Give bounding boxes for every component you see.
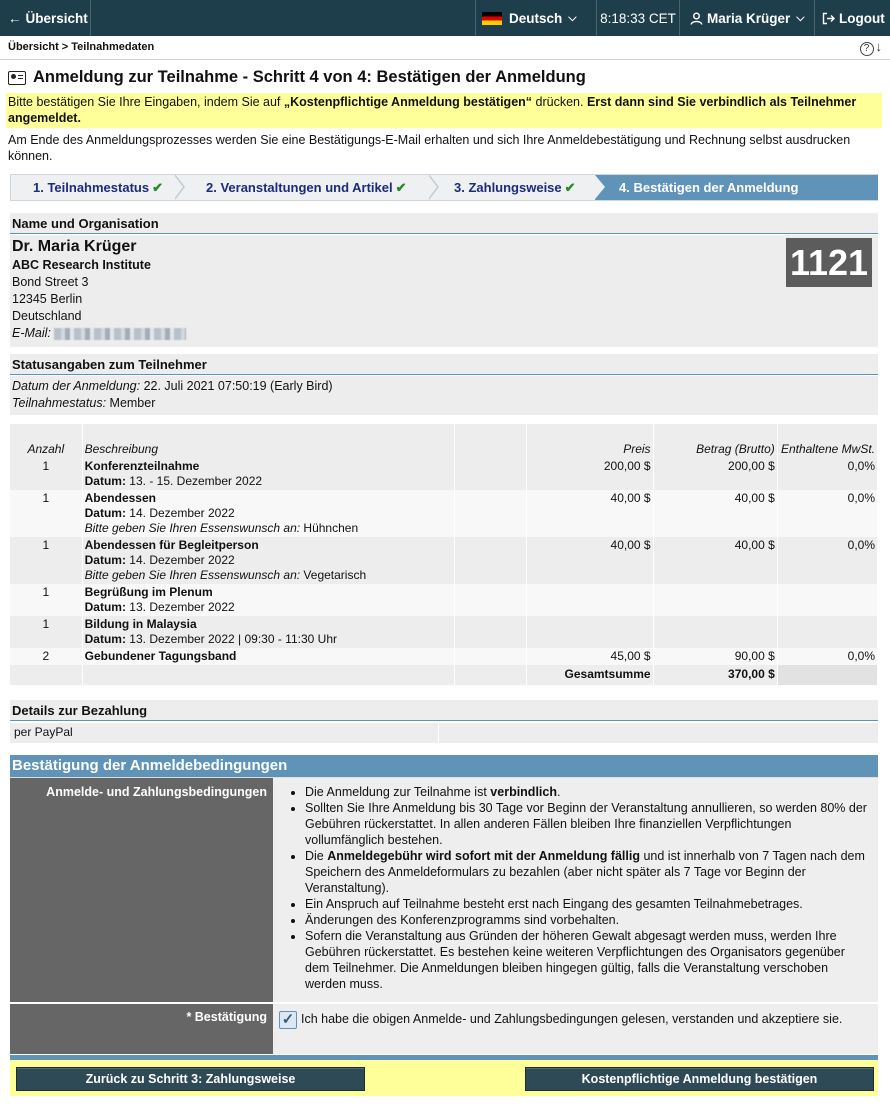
terms-row: [10, 777, 878, 1002]
row-price: [527, 584, 653, 616]
row-vat: 0,0%: [777, 490, 877, 537]
item-name: Gebundener Tagungsband: [84, 649, 237, 663]
help-icon[interactable]: ?: [860, 42, 874, 56]
terms-item: • Ein Anspruch auf Teilnahme besteht erst nach Eingang des gesamten Teilnahmebetrages.: [305, 896, 872, 912]
item-note-label: Bitte geben Sie Ihren Essenswunsch an:: [84, 521, 301, 535]
language-label: Deutsch: [509, 10, 563, 26]
page-title-text: Anmeldung zur Teilnahme - Schritt 4 von 4: Bestätigen der Anmeldung: [33, 68, 586, 86]
progress-steps: [10, 174, 878, 201]
participant-organization: ABC Research Institute: [12, 258, 151, 272]
terms-list: [290, 784, 872, 992]
row-amount: 40,00 $: [653, 490, 777, 537]
table-row: [10, 458, 878, 490]
step-separator: [429, 175, 445, 200]
user-icon: [690, 12, 703, 25]
accept-terms-checkbox[interactable]: ✓: [279, 1011, 297, 1029]
item-date: 13. Dezember 2022 | 09:30 - 11:30 Uhr: [129, 632, 337, 646]
table-header-row: [10, 424, 878, 458]
item-name: Bildung in Malaysia: [84, 617, 197, 631]
terms-label: Anmelde- und Zahlungsbedingungen: [10, 778, 273, 1002]
row-vat: [777, 584, 877, 616]
table-row: [10, 490, 878, 537]
terms-item: • Änderungen des Konferenzprogramms sind vorbehalten.: [305, 912, 872, 928]
confirm-registration-button[interactable]: Kostenpflichtige Anmeldung bestätigen: [525, 1067, 874, 1091]
item-date-label: Datum:: [84, 474, 126, 488]
terms-item-1-bold: verbindlich: [490, 785, 557, 799]
participation-status-label: Teilnahmestatus:: [12, 396, 107, 410]
back-to-step-3-button[interactable]: Zurück zu Schritt 3: Zahlungsweise: [16, 1067, 365, 1091]
row-price: 40,00 $: [527, 490, 653, 537]
item-date-label: Datum:: [84, 632, 126, 646]
terms-item-3-post: und ist innerhalb von 7 Tagen nach dem Speichern des Anmeldeformulars zu bezahlen (aber nicht später als 7 Tage vor Beginn der Veranstaltung).: [305, 849, 865, 895]
table-row: [10, 537, 878, 584]
row-description: [82, 458, 455, 490]
item-date-label: Datum:: [84, 506, 126, 520]
total-label: Gesamtsumme: [527, 665, 653, 685]
header-qty: Anzahl: [10, 424, 82, 458]
payment-empty: [439, 723, 878, 743]
terms-item: [305, 848, 872, 896]
item-date-label: Datum:: [84, 600, 126, 614]
total-row: [10, 665, 878, 685]
item-date: 14. Dezember 2022: [129, 553, 235, 567]
breadcrumb-bar: [0, 36, 890, 60]
row-description: [82, 490, 455, 537]
row-price: 45,00 $: [527, 648, 653, 665]
row-empty: [455, 616, 527, 648]
logout-icon: [822, 12, 836, 25]
payment-details: [10, 723, 878, 743]
participation-status-value: Member: [109, 396, 156, 410]
breadcrumb-tools: [858, 39, 883, 56]
header-amount: Betrag (Brutto): [653, 424, 777, 458]
row-amount: 90,00 $: [653, 648, 777, 665]
overview-nav-label: Übersicht: [25, 10, 88, 26]
row-qty: 1: [10, 537, 82, 584]
confirmation-notice: [6, 93, 882, 128]
header-vat: Enthaltene MwSt.: [777, 424, 877, 458]
id-card-icon: [8, 71, 26, 85]
checkmark-icon: ✔: [152, 180, 163, 195]
row-vat: 0,0%: [777, 648, 877, 665]
section-terms-heading: Bestätigung der Anmeldebedingungen: [10, 755, 878, 777]
header-description: Beschreibung: [82, 424, 455, 458]
registration-date-label: Datum der Anmeldung:: [12, 379, 141, 393]
step-2[interactable]: [206, 175, 407, 200]
item-date: 13. - 15. Dezember 2022: [129, 474, 263, 488]
arrow-left-icon: ←: [8, 10, 22, 26]
logout-button[interactable]: [815, 0, 890, 36]
checkmark-icon: ✔: [395, 180, 407, 195]
row-price: 40,00 $: [527, 537, 653, 584]
top-navigation-bar: [0, 0, 890, 36]
row-vat: 0,0%: [777, 537, 877, 584]
item-date-label: Datum:: [84, 553, 126, 567]
row-qty: 2: [10, 648, 82, 665]
participant-address: [10, 235, 878, 344]
row-empty: [455, 458, 527, 490]
terms-item-1-pre: Die Anmeldung zur Teilnahme ist: [305, 785, 491, 799]
intro-text: Am Ende des Anmeldungsprozesses werden Sie eine Bestätigungs-E-Mail erhalten und sich Ihre Anmeldebestätigung und Rechnung selbst ausdrucken können.: [8, 133, 851, 163]
row-qty: 1: [10, 490, 82, 537]
step-4-label: 4. Bestätigen der Anmeldung: [619, 180, 799, 195]
notice-emphasis: Erst dann sind Sie verbindlich als Teilnehmer angemeldet.: [8, 95, 857, 125]
clock: [597, 0, 680, 36]
row-amount: 40,00 $: [653, 537, 777, 584]
row-qty: 1: [10, 616, 82, 648]
total-value: 370,00 $: [653, 665, 777, 685]
confirmation-label: * Bestätigung: [10, 1004, 273, 1054]
notice-button-ref: „Kostenpflichtige Anmeldung bestätigen“: [283, 95, 533, 109]
row-description: [82, 584, 455, 616]
item-name: Begrüßung im Plenum: [84, 585, 213, 599]
logout-label: Logout: [839, 10, 885, 26]
row-amount: 200,00 $: [653, 458, 777, 490]
action-bar: [10, 1060, 878, 1096]
terms-item-1-post: .: [556, 785, 561, 799]
payment-method: per PayPal: [10, 723, 439, 743]
table-row: [10, 616, 878, 648]
row-description: [82, 616, 455, 648]
step-1-label: 1. Teilnahmestatus: [33, 180, 150, 195]
notice-pre: Bitte bestätigen Sie Ihre Eingaben, indem Sie auf: [8, 95, 284, 109]
participant-details: [10, 235, 878, 347]
accept-terms-text[interactable]: Ich habe die obigen Anmelde- und Zahlungsbedingungen gelesen, verstanden und akzeptiere sie.: [301, 1012, 843, 1026]
clock-time: 8:18:33: [600, 10, 646, 26]
page-title: [8, 68, 586, 87]
row-amount: [653, 616, 777, 648]
terms-item: [305, 784, 872, 800]
participant-city: 12345 Berlin: [12, 292, 83, 306]
item-date: 13. Dezember 2022: [129, 600, 235, 614]
step-2-label: 2. Veranstaltungen und Artikel: [206, 180, 393, 195]
item-name: Abendessen für Begleitperson: [84, 538, 259, 552]
step-3-label: 3. Zahlungsweise: [454, 180, 562, 195]
row-vat: 0,0%: [777, 458, 877, 490]
step-4-active: [595, 175, 878, 200]
item-date: 14. Dezember 2022: [129, 506, 235, 520]
item-name: Abendessen: [84, 491, 156, 505]
step-separator: [175, 175, 191, 200]
table-row: [10, 648, 878, 665]
registration-date: [12, 378, 876, 395]
participant-name: Dr. Maria Krüger: [12, 238, 137, 255]
total-vat-empty: [777, 665, 877, 685]
language-selector[interactable]: [476, 0, 597, 36]
confirmation-row: [10, 1004, 878, 1054]
chevron-down-icon: ⌵: [796, 11, 805, 24]
terms-item-3-bold: Anmeldegebühr wird sofort mit der Anmeldung fällig: [327, 849, 640, 863]
item-note-label: Bitte geben Sie Ihren Essenswunsch an:: [84, 568, 301, 582]
items-table: [10, 424, 878, 685]
header-empty: [455, 424, 527, 458]
row-price: 200,00 $: [527, 458, 653, 490]
confirmation-content: [273, 1004, 878, 1054]
terms-content: [273, 778, 878, 1002]
row-description: [82, 648, 455, 665]
german-flag-icon: [482, 12, 502, 25]
row-qty: 1: [10, 584, 82, 616]
topbar-spacer: [91, 0, 476, 36]
row-description: [82, 537, 455, 584]
clock-timezone: CET: [648, 10, 676, 26]
step-1[interactable]: [33, 175, 163, 200]
redacted-email: [54, 328, 186, 340]
terms-item-3-pre: Die: [305, 849, 328, 863]
arrow-down-icon[interactable]: ↓: [875, 39, 882, 54]
row-price: [527, 616, 653, 648]
participation-status: [12, 395, 876, 412]
status-details: [10, 376, 878, 415]
participant-id-badge: 1121: [786, 238, 872, 287]
registration-date-value: 22. Juli 2021 07:50:19 (Early Bird): [143, 379, 333, 393]
total-empty: [455, 665, 527, 685]
item-note: Vegetarisch: [303, 568, 367, 582]
row-empty: [455, 584, 527, 616]
notice-mid: drücken.: [532, 95, 587, 109]
terms-item: • Sollten Sie Ihre Anmeldung bis 30 Tage vor Beginn der Veranstaltung annullieren, so werden 80% der Gebühren rückerstattet. In allen anderen Fällen bleiben Ihre finanziellen Verpflichtungen vollumfänglich bestehen.: [305, 800, 872, 848]
item-name: Konferenzteilnahme: [84, 459, 200, 473]
section-name-organization-heading: Name und Organisation: [10, 213, 878, 234]
total-empty: [82, 665, 455, 685]
total-empty: [10, 665, 82, 685]
breadcrumb[interactable]: Übersicht > Teilnahmedaten: [8, 41, 155, 53]
row-empty: [455, 537, 527, 584]
step-3[interactable]: [454, 175, 576, 200]
participant-country: Deutschland: [12, 309, 82, 323]
row-empty: [455, 490, 527, 537]
participant-email: [12, 325, 876, 342]
row-amount: [653, 584, 777, 616]
section-status-heading: Statusangaben zum Teilnehmer: [10, 354, 878, 375]
user-name: Maria Krüger: [707, 10, 791, 26]
section-payment-heading: Details zur Bezahlung: [10, 700, 878, 721]
row-vat: [777, 616, 877, 648]
checkmark-icon: ✔: [564, 180, 576, 195]
terms-item: • Sofern die Veranstaltung aus Gründen der höheren Gewalt abgesagt werden muss, werden Ihre Gebühren rückerstattet. Es bestehen keine weiteren Verpflichtungen des Organisators gegenüber dem Teilnehmer. Die Anmeldungen bleiben hingegen gültig, falls die Veranstaltung verschoben werden muss.: [305, 928, 872, 992]
participant-street: Bond Street 3: [12, 275, 89, 289]
item-note: Hühnchen: [303, 521, 359, 535]
user-menu[interactable]: [680, 0, 815, 36]
row-empty: [455, 648, 527, 665]
email-label: E-Mail:: [12, 326, 51, 340]
row-qty: 1: [10, 458, 82, 490]
table-row: [10, 584, 878, 616]
overview-nav-button[interactable]: [0, 0, 91, 36]
header-price: Preis: [527, 424, 653, 458]
chevron-down-icon: ⌵: [568, 11, 577, 24]
